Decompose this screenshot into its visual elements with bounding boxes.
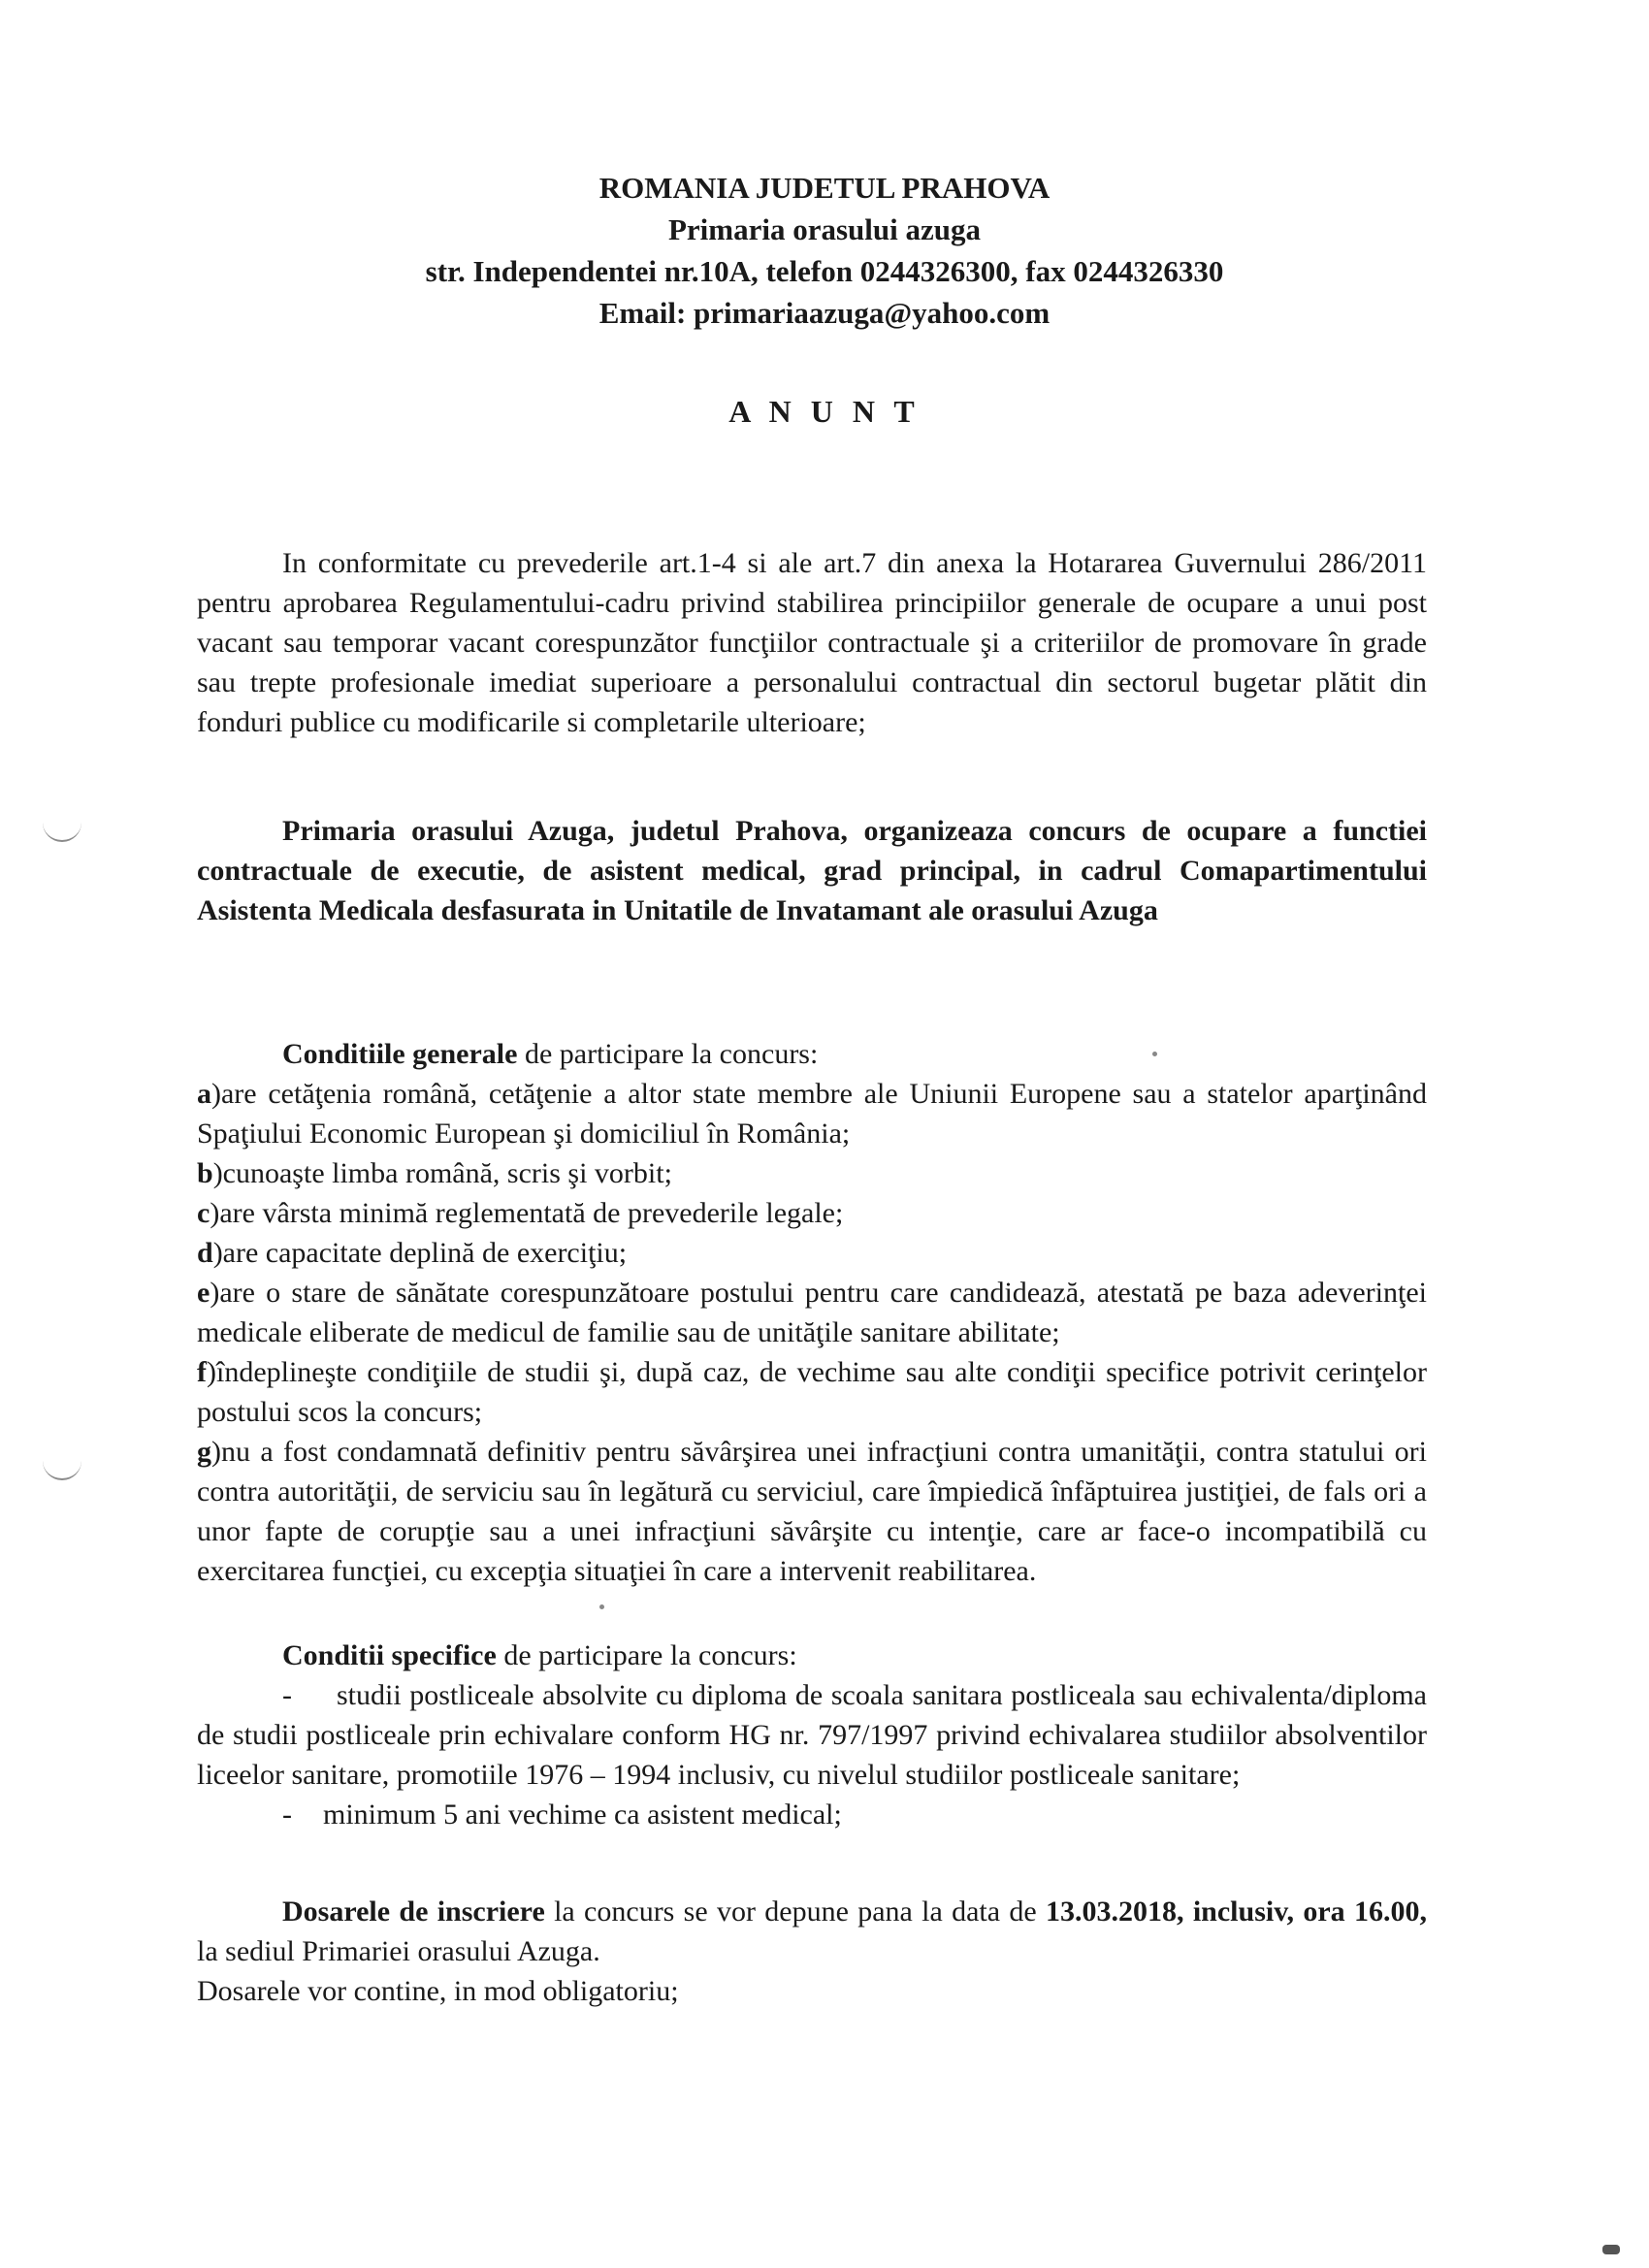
condition-item-b [197, 1153, 1427, 1193]
general-heading-rest: de participare la concurs: [517, 1038, 819, 1070]
specific-conditions [197, 1636, 1427, 1834]
scan-speck [599, 1604, 604, 1609]
condition-text: )are o stare de sănătate corespunzătoare postului pentru care candidează, atestată pe baza adeverinţei medicale eliberate de medicul de familie sau de unităţile sanitare abilitate; [197, 1277, 1427, 1348]
specific-heading-rest: de participare la concurs: [496, 1639, 797, 1671]
punch-hole-mark [43, 811, 81, 842]
announcement-paragraph [197, 811, 1427, 930]
condition-item-f [197, 1352, 1427, 1432]
condition-letter: b [197, 1157, 213, 1189]
specific-heading-bold: Conditii specifice [282, 1639, 497, 1671]
header-institution: Primaria orasului azuga [667, 212, 982, 246]
specific-item-text: studii postliceale absolvite cu diploma de scoala sanitara postliceala sau echivalenta/diploma de studii postliceale prin echivalare conform HG nr. 797/1997 privind echivalarea studiilor absolventilor liceelor sanitare, promotiile 1976 – 1994 inclusiv, cu nivelul studiilor postliceale sanitare; [197, 1679, 1427, 1791]
condition-letter: a [197, 1078, 211, 1110]
specific-item-text: minimum 5 ani vechime ca asistent medical; [323, 1798, 842, 1831]
condition-letter: c [197, 1197, 210, 1229]
condition-item-e [197, 1273, 1427, 1352]
document-header [0, 167, 1649, 334]
punch-hole-mark [43, 1449, 81, 1480]
condition-text: )are vârsta minimă reglementată de prevederile legale; [210, 1197, 844, 1229]
dossier-bold-1: Dosarele de inscriere [282, 1895, 545, 1928]
header-address: str. Independentei nr.10A, telefon 0244326300, fax 0244326330 [425, 254, 1224, 288]
scan-speck [1152, 1052, 1157, 1056]
specific-item-experience [197, 1795, 1427, 1834]
condition-text: )are cetăţenia română, cetăţenie a altor state membre ale Uniunii Europene sau a statelor aparţinând Spaţiului Economic European şi domiciliul în România; [197, 1078, 1427, 1150]
header-county: ROMANIA JUDETUL PRAHOVA [598, 171, 1051, 205]
scan-corner-mark [1602, 2245, 1620, 2254]
general-heading-bold: Conditiile generale [282, 1038, 518, 1070]
condition-text: )îndeplineşte condiţiile de studii şi, după caz, de vechime sau alte condiţii specifice potrivit cerinţelor postului scos la concurs; [197, 1356, 1427, 1428]
dossier-deadline-date: 13.03.2018, inclusiv, ora 16.00, [1046, 1895, 1427, 1928]
condition-letter: f [197, 1356, 207, 1388]
dossier-contents: Dosarele vor contine, in mod obligatoriu; [197, 1975, 679, 2007]
condition-letter: d [197, 1237, 213, 1269]
condition-letter: e [197, 1277, 210, 1309]
condition-text: )are capacitate deplină de exerciţiu; [212, 1237, 628, 1269]
dossier-text-2: la sediul Primariei orasului Azuga. [197, 1935, 600, 1967]
general-conditions-heading [197, 1034, 1427, 1074]
condition-text: )cunoaşte limba română, scris şi vorbit; [212, 1157, 672, 1189]
condition-item-a [197, 1074, 1427, 1153]
general-conditions [197, 1034, 1427, 1591]
intro-text: In conformitate cu prevederile art.1-4 si ale art.7 din anexa la Hotararea Guvernului 286/2011 pentru aprobarea Regulamentului-cadru privind stabilirea principiilor generale de ocupare a unui post vacant sau temporar vacant corespunzător funcţiilor contractuale şi a criteriilor de promovare în grade sau trepte profesionale imediat superioare a personalului contractual din sectorul bugetar plătit din fonduri publice cu modificarile si completarile ulterioare; [197, 547, 1427, 738]
specific-conditions-heading [197, 1636, 1427, 1675]
condition-letter: g [197, 1436, 211, 1468]
document-title: A N U N T [728, 394, 921, 429]
specific-item-studies [197, 1675, 1427, 1795]
intro-paragraph [197, 543, 1427, 742]
condition-item-c [197, 1193, 1427, 1233]
list-dash: - [282, 1679, 292, 1711]
announcement-text: Primaria orasului Azuga, judetul Prahova, organizeaza concurs de ocupare a functiei contractuale de executie, de asistent medical, grad principal, in cadrul Comapartimentului Asistenta Medicala desfasurata in Unitatile de Invatamant ale orasului Azuga [197, 815, 1427, 926]
condition-item-g [197, 1432, 1427, 1591]
list-dash: - [282, 1798, 292, 1831]
condition-text: )nu a fost condamnată definitiv pentru săvârşirea unei infracţiuni contra umanităţii, contra statului ori contra autorităţii, de serviciu sau în legătură cu serviciul, care împiedică înfăptuirea justiţiei, de fals ori a unor fapte de corupţie sau a unei infracţiuni săvârşite cu intenţie, care ar face-o incompatibilă cu exercitarea funcţiei, cu excepţia situaţiei în care a intervenit reabilitarea. [197, 1436, 1427, 1587]
condition-item-d [197, 1233, 1427, 1273]
dossier-deadline [197, 1892, 1427, 1971]
dossier-section [197, 1892, 1427, 2011]
header-email: Email: primariaazuga@yahoo.com [598, 296, 1051, 330]
dossier-text-1: la concurs se vor depune pana la data de [544, 1895, 1047, 1928]
